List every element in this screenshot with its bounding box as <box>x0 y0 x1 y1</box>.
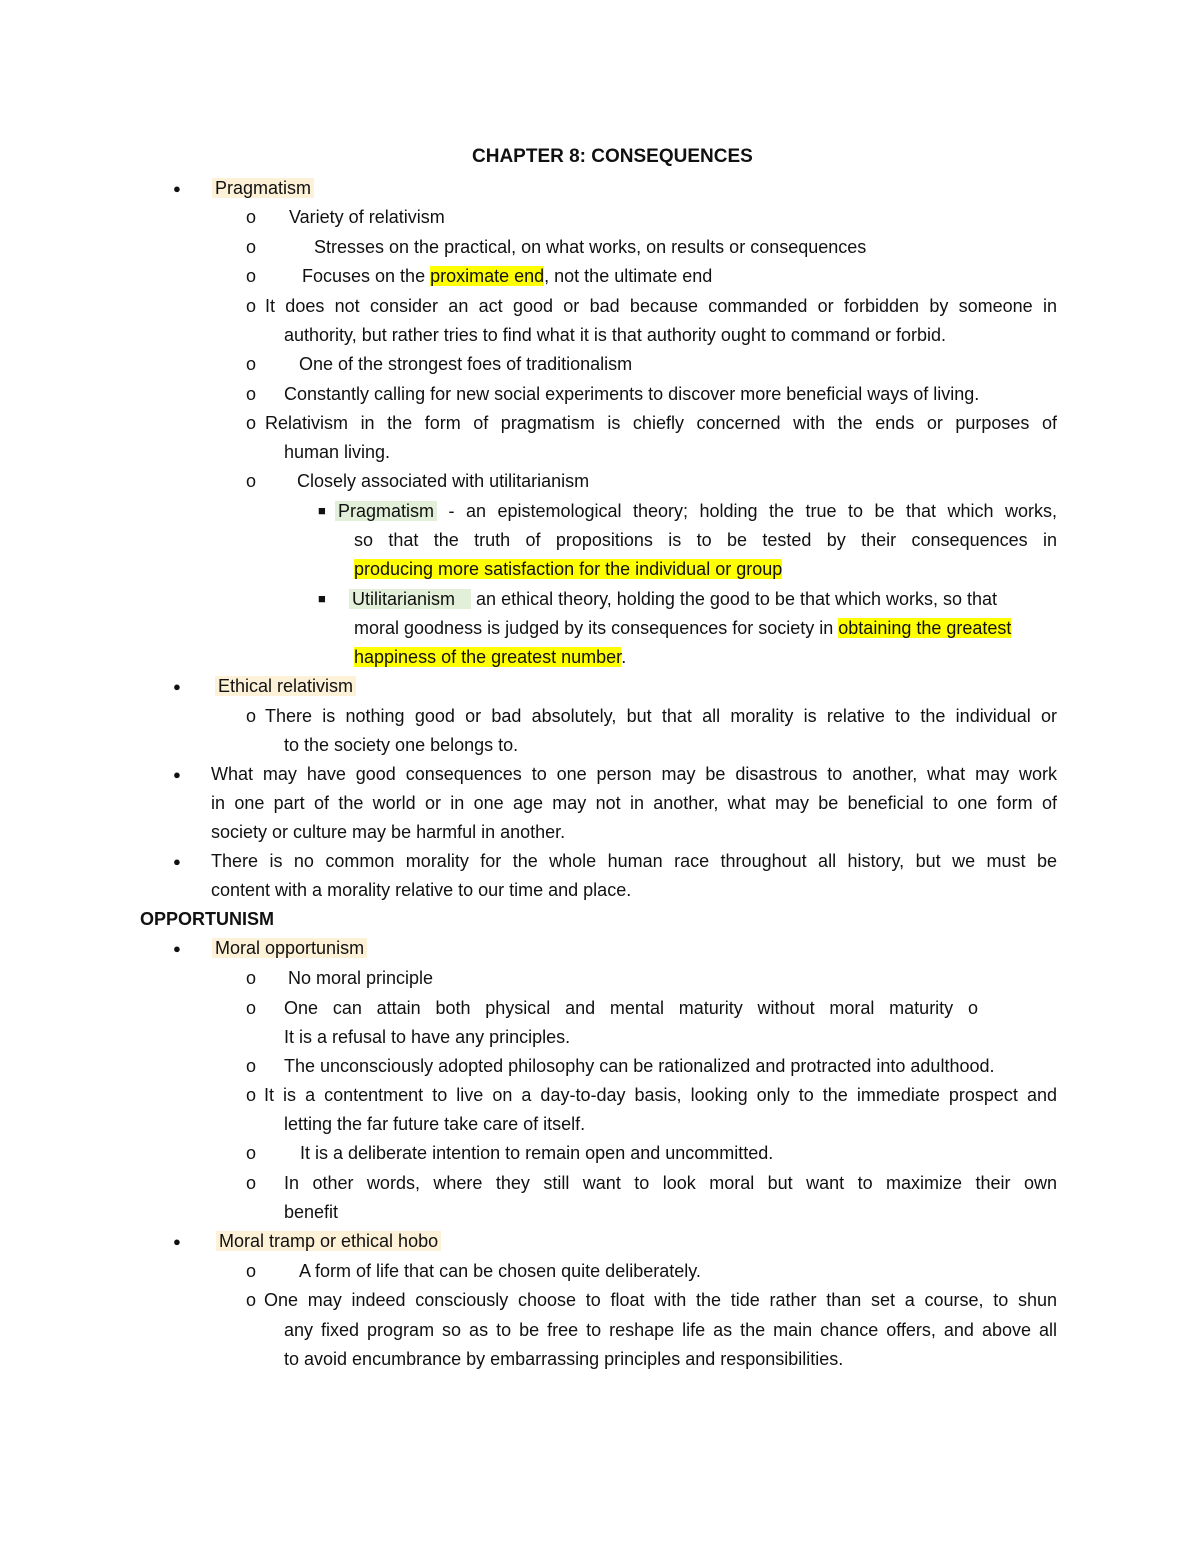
circle-bullet-icon: o <box>246 1056 257 1076</box>
list-item-continuation: authority, but rather tries to find what it is that authority ought to command or forbid. <box>284 325 947 345</box>
circle-bullet-icon: o <box>246 413 257 433</box>
bullet-icon: ● <box>173 854 181 869</box>
definition-continuation: so that the truth of propositions is to be tested by their consequences in <box>354 530 1057 550</box>
definition-continuation: happiness of the greatest number. <box>354 647 627 667</box>
list-item: Variety of relativism <box>289 207 445 227</box>
square-bullet-icon: ■ <box>318 591 326 606</box>
list-item: There is nothing good or bad absolutely, but that all morality is relative to the individual or <box>265 706 1057 726</box>
list-item-continuation: letting the far future take care of itself. <box>284 1114 586 1134</box>
definition-utilitarianism: Utilitarianism an ethical theory, holding the good to be that which works, so that <box>349 587 997 611</box>
circle-bullet-icon: o <box>246 296 257 316</box>
list-item: The unconsciously adopted philosophy can be rationalized and protracted into adulthood. <box>284 1056 995 1076</box>
list-item: It is a contentment to live on a day-to-day basis, looking only to the immediate prospect and <box>264 1085 1057 1105</box>
list-item: A form of life that can be chosen quite deliberately. <box>299 1261 701 1281</box>
bullet-icon: ● <box>173 767 181 782</box>
list-item: It is a deliberate intention to remain open and uncommitted. <box>300 1143 774 1163</box>
circle-bullet-icon: o <box>246 968 257 988</box>
bullet-paragraph-continuation: content with a morality relative to our time and place. <box>211 880 632 900</box>
bullet-paragraph: There is no common morality for the whole human race throughout all history, but we must be <box>211 851 1057 871</box>
list-item: One can attain both physical and mental maturity without moral maturity o <box>284 998 978 1018</box>
list-item: Stresses on the practical, on what works, on results or consequences <box>314 237 867 257</box>
list-item: One of the strongest foes of traditionalism <box>299 354 633 374</box>
list-item-continuation: to avoid encumbrance by embarrassing principles and responsibilities. <box>284 1349 844 1369</box>
bullet-icon: ● <box>173 941 181 956</box>
bullet-paragraph-continuation: society or culture may be harmful in another. <box>211 822 566 842</box>
bullet-paragraph-continuation: in one part of the world or in one age may not in another, what may be beneficial to one form of <box>211 793 1057 813</box>
circle-bullet-icon: o <box>246 1290 257 1310</box>
definition-continuation: producing more satisfaction for the individual or group <box>354 559 783 579</box>
heading-moral-tramp: Moral tramp or ethical hobo <box>216 1229 441 1253</box>
list-item-proximate-end: Focuses on the proximate end, not the ultimate end <box>302 266 713 286</box>
circle-bullet-icon: o <box>246 1173 257 1193</box>
section-heading-opportunism: OPPORTUNISM <box>140 909 275 929</box>
circle-bullet-icon: o <box>246 266 257 286</box>
list-item-continuation: human living. <box>284 442 391 462</box>
list-item: It is a refusal to have any principles. <box>284 1027 571 1047</box>
bullet-icon: ● <box>173 1234 181 1249</box>
circle-bullet-icon: o <box>246 1261 257 1281</box>
list-item: No moral principle <box>288 968 434 988</box>
bullet-icon: ● <box>173 679 181 694</box>
circle-bullet-icon: o <box>246 471 257 491</box>
heading-moral-opportunism: Moral opportunism <box>212 936 367 960</box>
circle-bullet-icon: o <box>246 207 257 227</box>
circle-bullet-icon: o <box>246 998 257 1018</box>
list-item-continuation: to the society one belongs to. <box>284 735 519 755</box>
list-item: One may indeed consciously choose to float with the tide rather than set a course, to shun <box>264 1290 1057 1310</box>
list-item: It does not consider an act good or bad because commanded or forbidden by someone in <box>265 296 1057 316</box>
bullet-icon: ● <box>173 181 181 196</box>
list-item-continuation: any fixed program so as to be free to reshape life as the main chance offers, and above all <box>284 1320 1057 1340</box>
circle-bullet-icon: o <box>246 237 257 257</box>
definition-continuation: moral goodness is judged by its consequences for society in obtaining the greatest <box>354 618 1012 638</box>
bullet-paragraph: What may have good consequences to one person may be disastrous to another, what may work <box>211 764 1057 784</box>
circle-bullet-icon: o <box>246 706 257 726</box>
list-item: Closely associated with utilitarianism <box>297 471 590 491</box>
definition-pragmatism: Pragmatism - an epistemological theory; holding the true to be that which works, <box>335 499 1057 523</box>
page-title: CHAPTER 8: CONSEQUENCES <box>472 146 753 167</box>
list-item-continuation: benefit <box>284 1202 339 1222</box>
list-item: Relativism in the form of pragmatism is chiefly concerned with the ends or purposes of <box>265 413 1057 433</box>
circle-bullet-icon: o <box>246 1085 257 1105</box>
list-item: In other words, where they still want to look moral but want to maximize their own <box>284 1173 1057 1193</box>
square-bullet-icon: ■ <box>318 503 326 518</box>
heading-pragmatism: Pragmatism <box>212 176 314 200</box>
list-item: Constantly calling for new social experiments to discover more beneficial ways of living. <box>284 384 980 404</box>
circle-bullet-icon: o <box>246 1143 257 1163</box>
heading-ethical-relativism: Ethical relativism <box>215 674 356 698</box>
circle-bullet-icon: o <box>246 354 257 374</box>
circle-bullet-icon: o <box>246 384 257 404</box>
